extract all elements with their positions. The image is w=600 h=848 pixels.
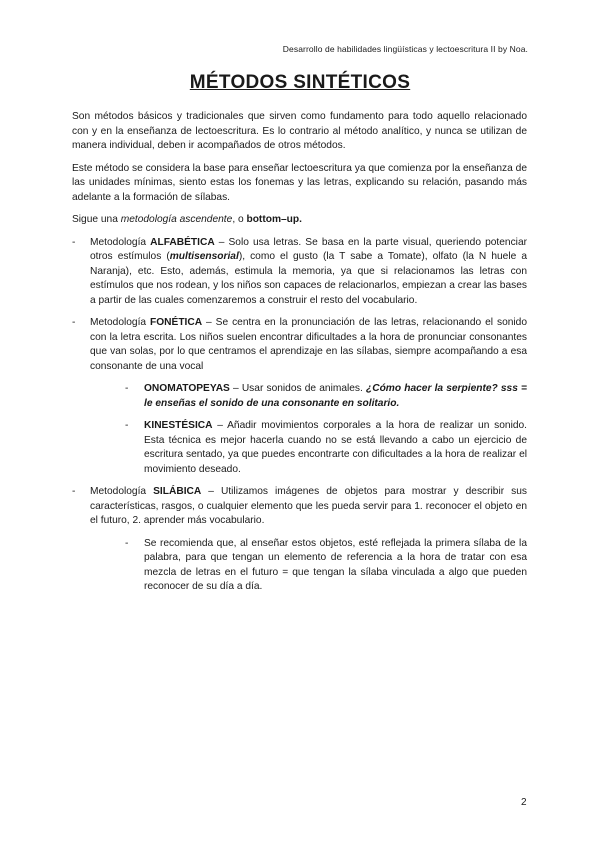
sublist-item-onomatopeyas [72, 382, 527, 411]
page-number: 2 [521, 797, 527, 808]
methodology-emphasis: metodología ascendente [120, 214, 233, 225]
methodology-bold: bottom–up. [246, 214, 302, 225]
fonetica-prefix: Metodología [90, 317, 151, 328]
silabica-recommendation-text: Se recomienda que, al enseñar estos objetos, esté reflejada la primera sílaba de la palabra, para que tengan un elemento de referencia a la hora de tratar con esa mezcla de letras en el futuro = que tengan la sílaba vinculada a algo que pueden reconocer de su día a día. [144, 537, 527, 592]
list-bullet: - [72, 486, 76, 497]
alfabetica-text: – Solo usa letras. Se basa en la parte visual, queriendo potenciar otros estímulos ( [90, 236, 527, 262]
list-bullet: - [125, 383, 129, 394]
document-body [72, 110, 527, 603]
intro-paragraph: Son métodos básicos y tradicionales que sirven como fundamento para todo aquello relacionado con y en la enseñanza de lectoescritura. Es lo contrario al método analítico, y nunca se utilizan de manera individual, deben ir acompañados de otros métodos. [72, 111, 527, 151]
methodology-text: Sigue una [72, 214, 121, 225]
sublist-item-kinestesica [72, 419, 527, 477]
alfabetica-text-continued: ), como el gusto (la T sabe a Tomate), olfato (la N huele a Naranja), etc. Esto, además, estimula la memoria, ya que si relacionamos las letras con estímulos que nos rodean, y los niños son capaces de relacionarlos, empiezan a crear las bases a partir de las cuales comenzaremos a construir el resto del vocabulario. [90, 251, 527, 306]
list-bullet: - [125, 420, 129, 431]
list-item-alfabetica [72, 236, 527, 309]
alfabetica-term: ALFABÉTICA [150, 236, 215, 248]
page-header: Desarrollo de habilidades lingüísticas y lectoescritura II by Noa. [282, 44, 528, 54]
list-bullet: - [72, 236, 76, 248]
onomatopeyas-term: ONOMATOPEYAS [144, 383, 230, 394]
kinestesica-text: – Añadir movimientos corporales a la hora de realizar un sonido. Esta técnica es mejor hacerla cuando no se está llevando a cabo un ejercicio de escritura sentado, ya que puedes encontrarte con dificultades a la hora de realizar el movimiento deseado. [144, 420, 527, 475]
silabica-text: – Utilizamos imágenes de objetos para mostrar y describir sus características, rasgos, o cualquier elemento que les pueda servir para 1. reconocer el objeto en el futuro, 2. aprender más vocabulario. [90, 486, 528, 526]
kinestesica-term: KINESTÉSICA [144, 420, 213, 431]
fonetica-text: – Se centra en la pronunciación de las letras, relacionando el sonido con la letra escrita. Los niños suelen encontrar dificultades a la hora de pronunciar consonantes que van solas, por lo que centramos el aprendizaje en las sílabas, siempre acompañando a esa consonante de una vocal [90, 317, 527, 372]
silabica-term: SILÁBICA [153, 486, 202, 497]
fonetica-term: FONÉTICA [150, 317, 203, 328]
onomatopeyas-emphasis: ¿Cómo hacer la serpiente? sss = le enseñas el sonido de una consonante en solitario. [144, 383, 527, 409]
list-item-silabica [72, 485, 527, 529]
alfabetica-emphasis: multisensorial [169, 251, 239, 262]
list-bullet: - [72, 317, 76, 328]
onomatopeyas-text: – Usar sonidos de animales. [229, 383, 366, 394]
base-paragraph: Este método se considera la base para enseñar lectoescritura ya que comienza por la enseñanza de las unidades mínimas, siento estas los fonemas y las letras, explicando su relación, pasando más adelante a la formación de sílabas. [72, 162, 527, 203]
page-title: MÉTODOS SINTÉTICOS [189, 72, 411, 93]
list-bullet: - [125, 537, 129, 549]
silabica-prefix: Metodología [90, 486, 154, 497]
alfabetica-prefix: Metodología [90, 236, 151, 248]
methodology-paragraph [72, 213, 527, 228]
methodology-connector: , o [232, 214, 247, 225]
sublist-item-silabica-recommendation [72, 537, 527, 595]
list-item-fonetica [72, 316, 527, 374]
